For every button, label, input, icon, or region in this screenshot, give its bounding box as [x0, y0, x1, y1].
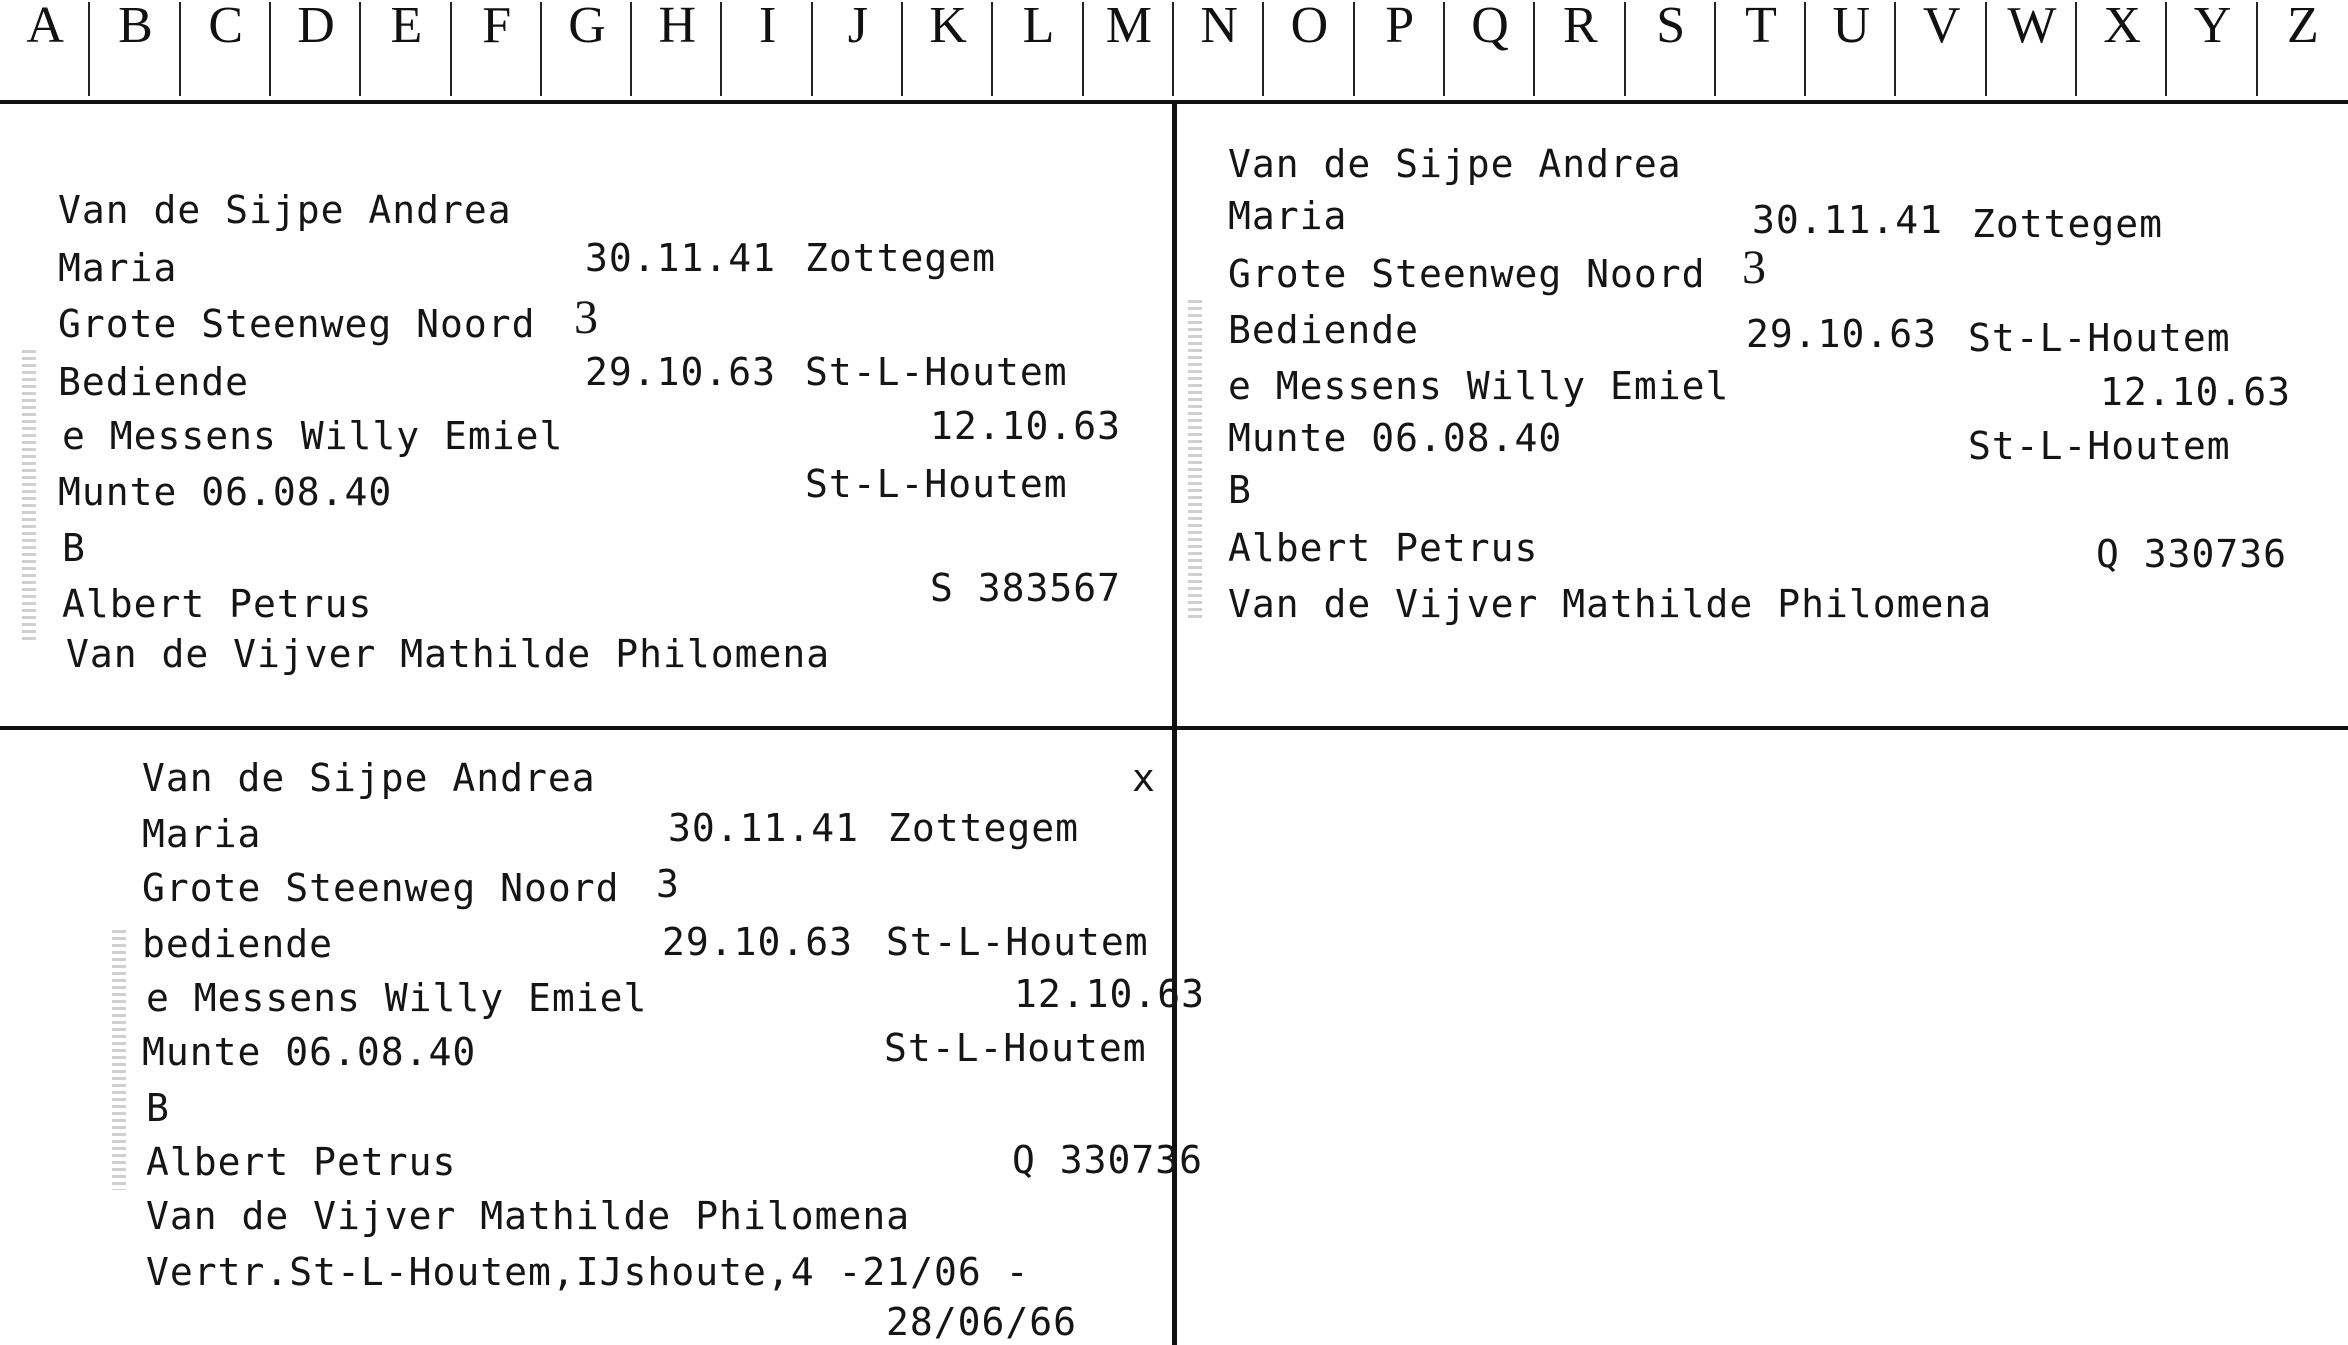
card-occupation: bediende	[142, 922, 334, 966]
index-letter-label: J	[847, 0, 869, 54]
index-letter-u	[1806, 0, 1896, 100]
card-correction-mark: x	[1132, 756, 1156, 800]
card-name: Van de Sijpe Andrea	[142, 756, 596, 800]
index-letter-label: M	[1105, 0, 1152, 54]
card-marriage-date: 12.10.63	[2100, 370, 2292, 414]
card-birth-place: Zottegem	[888, 806, 1080, 850]
card-registration-number: Q 330736	[2096, 532, 2288, 576]
index-letter-q	[1445, 0, 1535, 100]
index-letter-t	[1716, 0, 1806, 100]
index-letter-l	[993, 0, 1083, 100]
index-letter-label: P	[1385, 0, 1415, 54]
index-letter-label: G	[568, 0, 606, 54]
card-registration-number: Q 330736	[1012, 1138, 1204, 1182]
index-letter-label: Q	[1471, 0, 1509, 54]
card-marriage-date: 12.10.63	[930, 404, 1122, 448]
index-letter-v	[1896, 0, 1986, 100]
index-letter-label: F	[482, 0, 512, 54]
card-occupation: Bediende	[58, 360, 250, 404]
card-mother: Van de Vijver Mathilde Philomena	[146, 1194, 911, 1238]
index-letter-b	[90, 0, 180, 100]
index-letter-label: T	[1745, 0, 1777, 54]
card-father: Albert Petrus	[1228, 526, 1539, 570]
index-letter-j	[813, 0, 903, 100]
index-letter-c	[181, 0, 271, 100]
punch-holes	[112, 930, 126, 1190]
index-letter-k	[903, 0, 993, 100]
card-birth-date: 30.11.41	[668, 806, 860, 850]
card-occupation-date: 29.10.63	[662, 920, 854, 964]
card-occupation-date: 29.10.63	[1746, 312, 1938, 356]
card-spouse: e Messens Willy Emiel	[1228, 364, 1730, 408]
card-move-note: Vertr.St-L-Houtem,IJshoute,4 -21/06 -	[146, 1250, 1030, 1294]
card-spouse-place: St-L-Houtem	[884, 1026, 1147, 1070]
card-street: Grote Steenweg Noord	[142, 866, 620, 910]
index-letter-label: B	[118, 0, 153, 54]
card-occupation: Bediende	[1228, 308, 1420, 352]
index-letter-d	[271, 0, 361, 100]
index-letter-label: L	[1022, 0, 1055, 54]
index-letter-label: N	[1200, 0, 1238, 54]
index-letter-w	[1987, 0, 2077, 100]
index-letter-label: Y	[2193, 0, 2232, 54]
card-father: Albert Petrus	[62, 582, 373, 626]
card-mother: Van de Vijver Mathilde Philomena	[66, 632, 831, 676]
index-letter-x	[2077, 0, 2167, 100]
card-given-name: Maria	[142, 812, 262, 856]
card-street: Grote Steenweg Noord	[1228, 252, 1706, 296]
card-spouse-birth: Munte 06.08.40	[1228, 416, 1563, 460]
card-birth-date: 30.11.41	[585, 236, 777, 280]
card-move-date: 28/06/66	[886, 1300, 1078, 1344]
index-letter-o	[1264, 0, 1354, 100]
index-letter-label: V	[1922, 0, 1961, 54]
index-letter-label: E	[390, 0, 423, 54]
punch-holes	[1188, 300, 1202, 620]
card-occupation-date: 29.10.63	[585, 350, 777, 394]
index-letter-r	[1535, 0, 1625, 100]
card-spouse-place: St-L-Houtem	[1968, 424, 2231, 468]
card-spouse-birth: Munte 06.08.40	[142, 1030, 477, 1074]
index-letter-z	[2258, 0, 2348, 100]
index-letter-i	[722, 0, 812, 100]
card-spouse-place: St-L-Houtem	[805, 462, 1068, 506]
index-letter-label: R	[1563, 0, 1598, 54]
card-birth-place: Zottegem	[1972, 202, 2164, 246]
card-birth-date: 30.11.41	[1752, 198, 1944, 242]
card-house-number: 3	[1742, 241, 1767, 294]
index-letter-a	[0, 0, 90, 100]
card-marker: B	[146, 1086, 170, 1130]
index-letter-label: X	[2103, 0, 2141, 54]
index-letter-label: H	[658, 0, 697, 54]
index-letter-f	[452, 0, 542, 100]
card-spouse: e Messens Willy Emiel	[146, 976, 648, 1020]
card-marriage-date: 12.10.63	[1014, 972, 1206, 1016]
index-letter-label: S	[1656, 0, 1686, 54]
index-letter-label: A	[26, 0, 64, 54]
card-occupation-place: St-L-Houtem	[805, 350, 1068, 394]
card-given-name: Maria	[58, 246, 178, 290]
index-letter-label: O	[1290, 0, 1329, 54]
index-letter-label: Z	[2286, 0, 2319, 54]
card-name: Van de Sijpe Andrea	[1228, 142, 1682, 186]
card-father: Albert Petrus	[146, 1140, 457, 1184]
alphabet-index-strip	[0, 0, 2348, 104]
index-letter-g	[542, 0, 632, 100]
index-letter-y	[2167, 0, 2257, 100]
index-letter-s	[1626, 0, 1716, 100]
index-letter-h	[632, 0, 722, 100]
card-spouse-birth: Munte 06.08.40	[58, 470, 393, 514]
horizontal-divider-right	[1177, 726, 2348, 730]
card-birth-place: Zottegem	[805, 236, 997, 280]
card-marker: B	[62, 526, 86, 570]
index-letter-n	[1174, 0, 1264, 100]
index-letter-label: U	[1832, 0, 1871, 54]
card-registration-number: S 383567	[930, 566, 1122, 610]
index-letter-label: I	[758, 0, 777, 54]
index-letter-label: C	[208, 0, 244, 54]
horizontal-divider-left	[0, 726, 1172, 730]
card-marker: B	[1228, 468, 1252, 512]
index-letter-m	[1084, 0, 1174, 100]
card-occupation-place: St-L-Houtem	[1968, 316, 2231, 360]
card-mother: Van de Vijver Mathilde Philomena	[1228, 582, 1993, 626]
punch-holes	[22, 350, 36, 640]
index-letter-label: D	[297, 0, 335, 54]
index-letter-label: K	[929, 0, 967, 54]
card-occupation-place: St-L-Houtem	[886, 920, 1149, 964]
index-letter-label: W	[2007, 0, 2057, 54]
card-name: Van de Sijpe Andrea	[58, 188, 512, 232]
card-spouse: e Messens Willy Emiel	[62, 414, 564, 458]
card-house-number: 3	[574, 291, 599, 344]
card-house-number: 3	[656, 862, 680, 906]
card-street: Grote Steenweg Noord	[58, 302, 536, 346]
index-letter-e	[361, 0, 451, 100]
card-given-name: Maria	[1228, 194, 1348, 238]
index-letter-p	[1355, 0, 1445, 100]
